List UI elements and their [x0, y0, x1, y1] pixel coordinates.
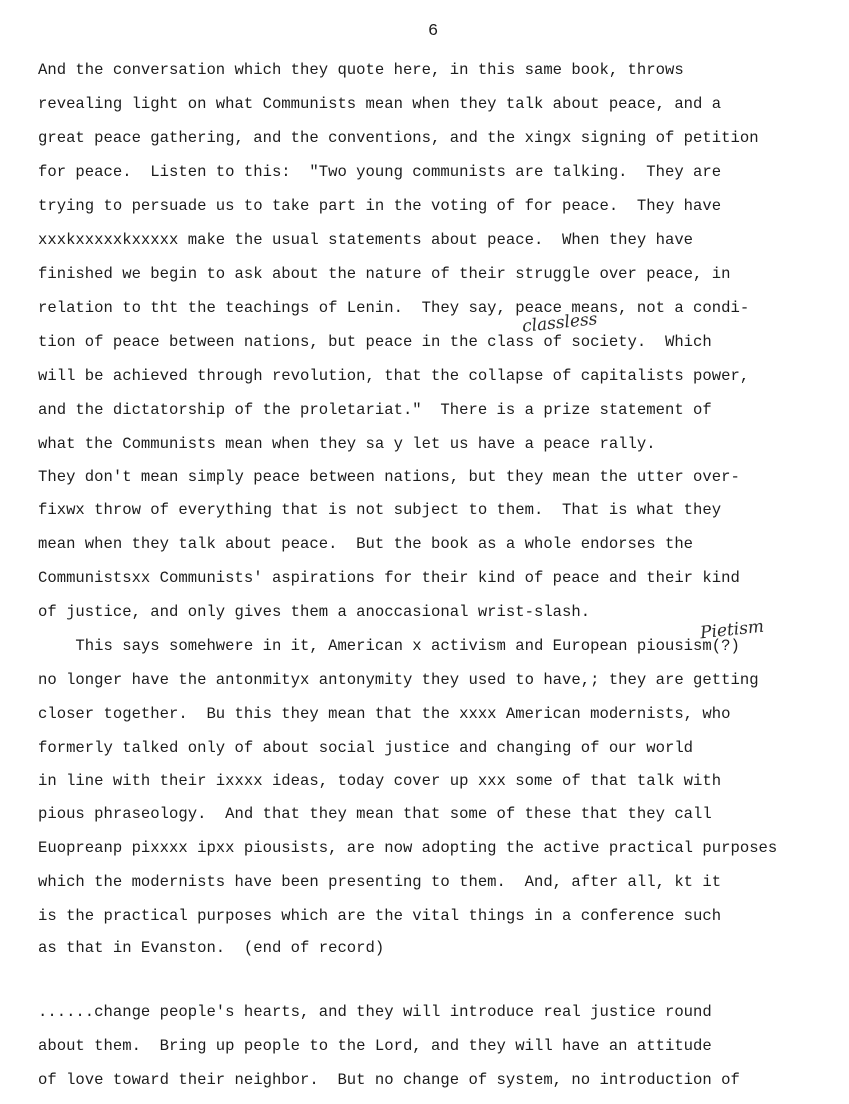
text-line: of love toward their neighbor. But no change of system, no introduction of	[38, 1071, 740, 1089]
text-line: trying to persuade us to take part in the voting of for peace. They have	[38, 197, 722, 215]
text-line: tion of peace between nations, but peace in the class of society. Which	[38, 333, 712, 351]
text-line: And the conversation which they quote here, in this same book, throws	[38, 61, 684, 79]
text-line: in line with their ixxxx ideas, today cover up xxx some of that talk with	[38, 772, 722, 790]
text-line: Communistsxx Communists' aspirations for their kind of peace and their kind	[38, 569, 740, 587]
text-line: what the Communists mean when they sa y let us have a peace rally.	[38, 435, 656, 453]
text-line: which the modernists have been presenting to them. And, after all, kt it	[38, 873, 722, 891]
text-line: is the practical purposes which are the vital things in a conference such	[38, 907, 722, 925]
text-line: about them. Bring up people to the Lord, and they will have an attitude	[38, 1037, 712, 1055]
text-line: pious phraseology. And that they mean that some of these that they call	[38, 805, 712, 823]
handwritten-annotation-pietism: Pietism	[699, 616, 765, 644]
text-line: mean when they talk about peace. But the book as a whole endorses the	[38, 535, 694, 553]
text-line: fixwx throw of everything that is not subject to them. That is what they	[38, 501, 722, 519]
text-line: They don't mean simply peace between nations, but they mean the utter over-	[38, 468, 740, 486]
text-line: xxxkxxxxxkxxxxx make the usual statements about peace. When they have	[38, 231, 694, 249]
text-line: ......change people's hearts, and they will introduce real justice round	[38, 1003, 712, 1021]
text-line: This says somehwere in it, American x activism and European piousism(?)	[38, 637, 740, 655]
text-line: will be achieved through revolution, that the collapse of capitalists power,	[38, 367, 750, 385]
text-line: of justice, and only gives them a anoccasional wrist-slash.	[38, 603, 591, 621]
text-line: revealing light on what Communists mean when they talk about peace, and a	[38, 95, 722, 113]
text-line: for peace. Listen to this: "Two young communists are talking. They are	[38, 163, 722, 181]
text-line: relation to tht the teachings of Lenin. They say, peace means, not a condi-	[38, 299, 750, 317]
text-line: Euopreanp pixxxx ipxx piousists, are now adopting the active practical purposes	[38, 839, 778, 857]
page-number: 6	[428, 22, 439, 41]
text-line: great peace gathering, and the conventions, and the xingx signing of petition	[38, 129, 759, 147]
text-line: closer together. Bu this they mean that the xxxx American modernists, who	[38, 705, 731, 723]
text-line: and the dictatorship of the proletariat." There is a prize statement of	[38, 401, 712, 419]
text-line: no longer have the antonmityx antonymity they used to have,; they are getting	[38, 671, 759, 689]
text-line: finished we begin to ask about the nature of their struggle over peace, in	[38, 265, 731, 283]
text-line: formerly talked only of about social justice and changing of our world	[38, 739, 694, 757]
text-line: as that in Evanston. (end of record)	[38, 939, 385, 957]
handwritten-annotation-classless: classless	[521, 309, 599, 337]
